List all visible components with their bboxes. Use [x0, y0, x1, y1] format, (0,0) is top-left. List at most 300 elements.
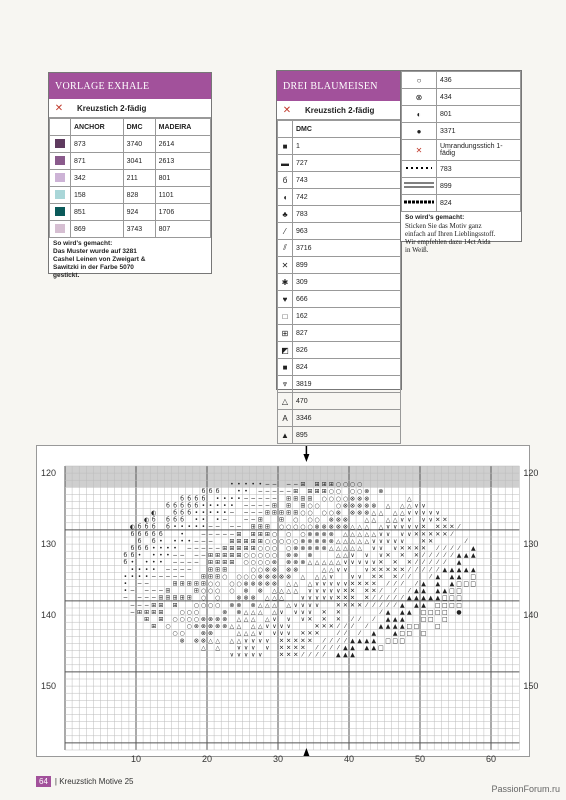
- stitch-symbol: •: [180, 523, 184, 531]
- stitch-symbol: ○: [215, 594, 221, 602]
- stitch-symbol: ○: [215, 580, 221, 588]
- stitch-symbol: ⁄: [444, 559, 446, 567]
- stitch-symbol: −: [257, 495, 263, 503]
- stitch-symbol: ✕: [442, 523, 448, 531]
- stitch-symbol: •: [258, 481, 263, 489]
- stitch-symbol: ∨: [400, 516, 405, 524]
- stitch-symbol: −: [243, 502, 249, 510]
- stitch-symbol: ⊗: [357, 495, 363, 503]
- stitch-symbol: ▲: [371, 644, 377, 652]
- stitch-symbol-icon: б: [278, 172, 293, 189]
- stitch-symbol-icon: A: [278, 410, 293, 427]
- page-number: 64: [36, 776, 51, 787]
- stitch-symbol: ⊞: [179, 594, 185, 602]
- stitch-symbol: ✕: [279, 644, 285, 652]
- stitch-symbol: △: [229, 623, 235, 631]
- stitch-symbol: ∨: [371, 559, 377, 567]
- stitch-symbol: ✕: [371, 580, 377, 588]
- stitch-symbol: −: [250, 495, 256, 503]
- dmc-value: 727: [293, 155, 401, 172]
- stitch-symbol: ✕: [371, 587, 377, 595]
- stitch-symbol: ⊞: [307, 495, 313, 503]
- stitch-symbol: ⁄: [316, 651, 318, 659]
- stitch-symbol: ∨: [336, 580, 341, 588]
- stitch-symbol: ⊗: [321, 537, 327, 545]
- stitch-symbol: ○: [236, 573, 242, 581]
- stitch-symbol: •: [151, 559, 156, 567]
- stitch-symbol: ⁄: [359, 630, 361, 638]
- stitch-symbol: ▲: [336, 651, 341, 659]
- stitch-symbol: ⊗: [271, 566, 277, 574]
- stitch-symbol: ⊗: [222, 623, 228, 631]
- stitch-symbol: ⊞: [158, 601, 164, 609]
- stitch-symbol: ⊗: [293, 559, 299, 567]
- stitch-symbol: ⊞: [279, 509, 285, 517]
- stitch-symbol: ⊗: [335, 509, 341, 517]
- stitch-symbol: −: [193, 537, 199, 545]
- stitch-symbol: −: [264, 495, 270, 503]
- stitch-symbol: ∨: [407, 530, 412, 538]
- stitch-symbol: ○: [293, 523, 299, 531]
- stitch-symbol: •: [194, 509, 199, 517]
- stitch-symbol: ⊞: [165, 594, 171, 602]
- stitch-symbol: б: [194, 495, 199, 503]
- stitch-symbol: ⁄: [430, 566, 432, 574]
- stitch-symbol-icon: ✕: [278, 257, 293, 274]
- stitch-symbol: △: [328, 545, 334, 552]
- stitch-symbol: ✕: [442, 530, 448, 538]
- stitch-symbol: ✕: [413, 552, 419, 560]
- stitch-symbol: △: [364, 530, 370, 538]
- stitch-symbol: •: [230, 495, 234, 503]
- stitch-symbol: △: [243, 616, 249, 623]
- stitch-symbol: −: [122, 594, 128, 602]
- outline-line-row: [402, 195, 521, 212]
- stitch-symbol: ✕: [378, 566, 384, 574]
- stitch-symbol: ○: [342, 481, 349, 489]
- stitch-symbol: ⁄: [323, 651, 325, 659]
- stitch-symbol: □: [456, 580, 462, 588]
- stitch-symbol: △: [357, 523, 362, 531]
- stitch-symbol: −: [271, 488, 277, 496]
- stitch-symbol: ✕: [279, 637, 285, 645]
- stitch-symbol: □: [463, 580, 469, 588]
- blaumeisen-note-text: Sticken Sie das Motiv ganz einfach auf Ihren Lieblingsstoff. Wir empfehlen dazu 14ct Aida in Weiß.: [405, 222, 496, 254]
- stitch-symbol: △: [364, 537, 370, 545]
- stitch-symbol: ✕: [321, 608, 327, 616]
- stitch-symbol: б: [166, 502, 170, 510]
- stitch-symbol: −: [293, 481, 299, 489]
- stitch-symbol: ∨: [236, 644, 242, 652]
- stitch-symbol: ▲: [350, 651, 355, 659]
- stitch-symbol: •: [159, 552, 163, 560]
- stitch-symbol: ○: [307, 509, 313, 517]
- stitch-symbol: −: [286, 488, 292, 496]
- stitch-symbol: ✕: [335, 594, 341, 602]
- stitch-symbol: ∨: [336, 566, 341, 574]
- stitch-symbol: б: [151, 523, 156, 531]
- blaumeisen-color-table: [277, 120, 401, 444]
- stitch-symbol: ○: [172, 630, 178, 638]
- stitch-symbol: ⊗: [250, 601, 256, 609]
- stitch-symbol: ◐: [129, 523, 136, 531]
- stitch-symbol: ∨: [385, 537, 391, 545]
- stitch-symbol: ○: [200, 601, 207, 609]
- stitch-symbol: ⊞: [229, 559, 235, 567]
- stitch-symbol: ∨: [400, 523, 405, 531]
- stitch-symbol: •: [222, 495, 227, 503]
- stitch-symbol: ✕: [286, 644, 292, 652]
- color-swatch: [55, 139, 65, 148]
- stitch-symbol: ∨: [243, 644, 249, 652]
- anchor-value: 851: [71, 204, 124, 221]
- stitch-symbol: ⁄: [387, 594, 389, 602]
- center-arrow-bottom-icon: [303, 748, 309, 756]
- stitch-symbol-icon: ⫽: [278, 240, 293, 257]
- stitch-symbol: ▲: [470, 545, 476, 552]
- dmc-value: 309: [293, 274, 401, 291]
- stitch-symbol: −: [179, 559, 185, 567]
- stitch-symbol: □: [399, 637, 406, 645]
- stitch-symbol: ∨: [286, 630, 291, 638]
- stitch-symbol: ○: [250, 559, 256, 567]
- dmc-value: 827: [293, 325, 401, 342]
- stitch-symbol: •: [201, 516, 206, 524]
- stitch-symbol: −: [165, 566, 171, 574]
- stitch-symbol: ∨: [307, 601, 313, 609]
- stitch-symbol: △: [215, 637, 220, 645]
- stitch-symbol: △: [357, 545, 362, 552]
- stitch-symbol: •: [123, 573, 128, 581]
- stitch-symbol: ⊗: [179, 637, 185, 645]
- stitch-symbol: ✕: [392, 566, 398, 574]
- stitch-symbol-icon: ⊗: [402, 89, 437, 106]
- stitch-symbol-icon: △: [278, 393, 293, 410]
- stitch-symbol: ✕: [413, 545, 419, 552]
- stitch-symbol: ○: [271, 545, 278, 552]
- stitch-symbol: ▲: [364, 637, 370, 645]
- stitch-symbol-icon: ■: [278, 359, 293, 376]
- blaumeisen-legend-continued: [400, 70, 522, 254]
- stitch-symbol: ⁄: [465, 537, 467, 545]
- col-label: 60: [486, 754, 497, 764]
- dmc-value: 963: [293, 223, 401, 240]
- exhale-color-row: [50, 204, 211, 221]
- stitch-symbol: ⊞: [151, 608, 157, 616]
- stitch-symbol: ⊞: [257, 530, 263, 538]
- stitch-symbol: б: [194, 502, 199, 510]
- stitch-symbol: ⊞: [264, 509, 270, 517]
- stitch-symbol: ⊞: [257, 516, 263, 524]
- stitch-symbol: ▲: [449, 566, 455, 574]
- stitch-symbol: ▲: [435, 594, 441, 602]
- blaumeisen-color-row: [278, 376, 401, 393]
- stitch-symbol: ⊗: [236, 608, 242, 616]
- stitch-symbol: ⊗: [229, 601, 235, 609]
- stitch-symbol: −: [186, 559, 192, 567]
- stitch-symbol: □: [470, 580, 477, 588]
- stitch-symbol: −: [186, 545, 192, 552]
- stitch-symbol: ○: [165, 623, 171, 631]
- stitch-symbol: △: [257, 608, 263, 616]
- stitch-symbol: ∨: [343, 566, 348, 574]
- stitch-symbol: •: [159, 559, 163, 567]
- stitch-symbol: △: [293, 587, 299, 595]
- stitch-symbol: •: [215, 502, 220, 510]
- stitch-symbol: ○: [222, 573, 228, 581]
- stitch-symbol: ⊗: [314, 537, 320, 545]
- stitch-symbol: ⊞: [137, 608, 143, 616]
- stitch-symbol: □: [427, 616, 434, 623]
- stitch-symbol: ⁄: [437, 559, 439, 567]
- stitch-symbol: ✕: [286, 651, 292, 659]
- stitch-symbol: б: [187, 495, 192, 503]
- stitch-symbol: □: [442, 616, 448, 623]
- stitch-symbol: б: [137, 545, 142, 552]
- stitch-symbol: ⊞: [208, 566, 214, 574]
- stitch-symbol: ⊞: [151, 623, 157, 631]
- stitch-symbol: ⊞: [208, 552, 214, 560]
- stitch-symbol: ▲: [442, 587, 448, 595]
- stitch-symbol: ⊞: [165, 587, 171, 595]
- stitch-symbol: −: [229, 509, 235, 517]
- stitch-symbol: ⊗: [328, 537, 334, 545]
- stitch-symbol: ⊞: [236, 552, 242, 560]
- stitch-symbol-icon: ⁄: [278, 223, 293, 240]
- dmc-value: 211: [123, 170, 155, 187]
- stitch-symbol: б: [173, 509, 177, 517]
- chart-grid: [37, 446, 539, 764]
- stitch-symbol: △: [350, 530, 355, 538]
- stitch-symbol: △: [392, 516, 398, 524]
- stitch-symbol: ▲: [371, 630, 377, 638]
- stitch-symbol: □: [449, 601, 455, 609]
- stitch-symbol: □: [456, 601, 462, 609]
- stitch-symbol: ∨: [229, 651, 235, 659]
- stitch-symbol: ⊞: [193, 587, 199, 595]
- stitch-symbol: ✕: [300, 630, 306, 638]
- stitch-symbol: △: [364, 523, 370, 531]
- stitch-symbol: ⊞: [286, 495, 292, 503]
- stitch-symbol: •: [151, 552, 156, 560]
- stitch-symbol: ∨: [378, 530, 384, 538]
- stitch-symbol: ✕: [350, 594, 356, 602]
- stitch-symbol: •: [173, 545, 177, 552]
- stitch-symbol: △: [286, 601, 291, 609]
- stitch-symbol: ⁄: [415, 566, 417, 574]
- stitch-symbol: ⊞: [257, 537, 263, 545]
- stitch-symbol: ⁄: [380, 587, 382, 595]
- stitch-symbol: б: [180, 509, 185, 517]
- stitch-symbol: ○: [271, 530, 278, 538]
- stitch-symbol: ⊞: [229, 537, 235, 545]
- blaumeisen-color-row: [278, 206, 401, 223]
- stitch-symbol: ⁄: [344, 623, 346, 631]
- stitch-symbol: △: [407, 495, 412, 503]
- stitch-symbol: ∨: [243, 637, 249, 645]
- stitch-symbol: −: [215, 523, 221, 531]
- stitch-symbol: ⁄: [451, 530, 453, 538]
- stitch-symbol: □: [434, 601, 441, 609]
- stitch-symbol: ✕: [392, 573, 398, 581]
- stitch-symbol: ⊞: [172, 594, 178, 602]
- col-dmc: DMC: [123, 119, 155, 136]
- stitch-symbol: ⁄: [330, 637, 332, 645]
- stitch-symbol: ▲: [442, 566, 448, 574]
- cross-stitch-icon: ✕: [282, 104, 292, 116]
- cross-stitch-icon: ✕: [402, 140, 437, 161]
- blaumeisen-color-row: [402, 89, 521, 106]
- stitch-symbol: ∨: [321, 580, 327, 588]
- stitch-symbol: −: [172, 552, 178, 560]
- stitch-symbol: ⊞: [236, 537, 242, 545]
- stitch-symbol: ∨: [414, 523, 419, 531]
- stitch-symbol: ⊞: [215, 573, 221, 581]
- stitch-symbol: ∨: [329, 587, 334, 595]
- stitch-symbol: ⊗: [200, 630, 206, 638]
- stitch-symbol: △: [343, 537, 348, 545]
- stitch-symbol: ✕: [307, 637, 313, 645]
- stitch-symbol: ⁄: [437, 545, 439, 552]
- stitch-symbol: ○: [186, 608, 192, 616]
- stitch-symbol: ▲: [449, 573, 455, 581]
- stitch-symbol: ▲: [399, 608, 405, 616]
- stitch-symbol: •: [123, 587, 128, 595]
- stitch-symbol: ⊗: [264, 573, 270, 581]
- stitch-symbol: ⊗: [307, 530, 313, 538]
- stitch-symbol: ✕: [321, 623, 327, 631]
- stitch-symbol: ⊞: [236, 545, 242, 552]
- stitch-symbol: ⊗: [236, 594, 242, 602]
- blaumeisen-color-row: [402, 123, 521, 140]
- stitch-symbol: б: [173, 516, 177, 524]
- stitch-symbol: ○: [207, 580, 214, 588]
- blaumeisen-color-row: [278, 427, 401, 444]
- exhale-title: VORLAGE EXHALE: [49, 73, 211, 99]
- blaumeisen-color-row: [278, 359, 401, 376]
- stitch-symbol: ▲: [421, 587, 426, 595]
- stitch-symbol: ⊞: [328, 481, 334, 489]
- stitch-symbol: −: [137, 594, 143, 602]
- stitch-symbol: △: [328, 559, 334, 567]
- stitch-symbol: •: [137, 552, 142, 560]
- stitch-symbol-icon: ◩: [278, 342, 293, 359]
- stitch-symbol: □: [449, 594, 455, 602]
- stitch-symbol: •: [194, 516, 199, 524]
- stitch-symbol: □: [449, 587, 455, 595]
- outline-stitch-row: [402, 140, 521, 161]
- exhale-color-row: [50, 153, 211, 170]
- stitch-symbol: ✕: [307, 630, 313, 638]
- stitch-symbol: △: [293, 580, 299, 588]
- stitch-symbol: ⊞: [215, 559, 221, 567]
- stitch-symbol: ⁄: [423, 566, 425, 574]
- stitch-symbol: −: [208, 537, 214, 545]
- stitch-symbol: ⊗: [342, 523, 348, 531]
- outline-line-row: [402, 178, 521, 195]
- stitch-symbol: ▲: [456, 573, 462, 581]
- stitch-symbol: ✕: [364, 580, 370, 588]
- stitch-symbol: ∨: [243, 651, 249, 659]
- stitch-symbol: •: [180, 530, 184, 538]
- stitch-symbol: ⁄: [387, 601, 389, 609]
- stitch-symbol: △: [385, 516, 391, 524]
- stitch-symbol: ⊗: [293, 552, 299, 560]
- stitch-symbol: −: [257, 509, 263, 517]
- stitch-symbol: ∨: [329, 594, 334, 602]
- stitch-symbol: ⁄: [430, 573, 432, 581]
- stitch-symbol: ⊞: [321, 481, 327, 489]
- stitch-symbol: ⊗: [307, 537, 313, 545]
- stitch-symbol: ⊗: [286, 566, 292, 574]
- exhale-note-title: So wird's gemacht:: [53, 240, 113, 247]
- stitch-symbol: ∨: [314, 601, 320, 609]
- stitch-symbol: б: [180, 502, 185, 510]
- blaumeisen-legend: [276, 70, 402, 440]
- stitch-symbol: ▲: [350, 644, 355, 652]
- stitch-symbol: ⊗: [378, 488, 384, 496]
- stitch-symbol: ▲: [470, 552, 476, 560]
- stitch-symbol-icon: ○: [402, 72, 437, 89]
- stitch-symbol: ▲: [414, 601, 419, 609]
- stitch-symbol: ⊞: [271, 502, 277, 510]
- stitch-symbol: ✕: [421, 530, 427, 538]
- dmc-value: 826: [293, 342, 401, 359]
- stitch-symbol: б: [215, 488, 220, 496]
- stitch-symbol: ▲: [407, 608, 412, 616]
- stitch-symbol: ○: [307, 502, 313, 510]
- dmc-value: 3740: [123, 136, 155, 153]
- stitch-symbol: ∨: [336, 587, 341, 595]
- exhale-color-row: [50, 187, 211, 204]
- stitch-symbol: △: [201, 644, 206, 652]
- stitch-symbol: ○: [186, 623, 192, 631]
- stitch-symbol: △: [286, 580, 291, 588]
- stitch-symbol: ⊞: [264, 523, 270, 531]
- stitch-symbol: •: [144, 559, 149, 567]
- stitch-symbol: ⁄: [352, 616, 354, 623]
- stitch-symbol: ⊗: [350, 495, 356, 503]
- stitch-symbol-icon: ◐: [402, 106, 437, 123]
- stitch-symbol: ⊗: [271, 559, 277, 567]
- exhale-color-table: [49, 118, 211, 238]
- stitch-symbol: ⊗: [293, 545, 299, 552]
- stitch-symbol: •: [166, 545, 170, 552]
- stitch-symbol: △: [272, 587, 277, 595]
- stitch-symbol: ✕: [371, 566, 377, 574]
- stitch-symbol: •: [187, 523, 192, 531]
- dmc-value: 899: [293, 257, 401, 274]
- stitch-symbol: −: [222, 516, 228, 524]
- stitch-symbol: −: [243, 495, 249, 503]
- stitch-symbol: △: [236, 616, 242, 623]
- stitch-symbol: ∨: [364, 559, 369, 567]
- stitch-symbol: ∨: [293, 601, 298, 609]
- stitch-symbol: ○: [264, 552, 270, 560]
- stitch-symbol: ∨: [407, 509, 412, 517]
- stitch-symbol: ∨: [258, 637, 263, 645]
- stitch-symbol: б: [130, 545, 135, 552]
- stitch-symbol: ⁄: [352, 623, 354, 631]
- stitch-symbol: ✕: [406, 559, 412, 567]
- stitch-symbol: □: [378, 644, 384, 652]
- stitch-symbol: △: [336, 552, 341, 560]
- stitch-symbol: ∨: [371, 545, 377, 552]
- stitch-symbol: ▲: [456, 552, 462, 560]
- stitch-symbol: ⊗: [300, 537, 306, 545]
- exhale-note-text: Das Muster wurde auf 3281 Cashel Leinen von Zweigart & Sawitzki in der Farbe 5070 gestickt.: [53, 248, 146, 279]
- stitch-symbol: △: [215, 644, 220, 652]
